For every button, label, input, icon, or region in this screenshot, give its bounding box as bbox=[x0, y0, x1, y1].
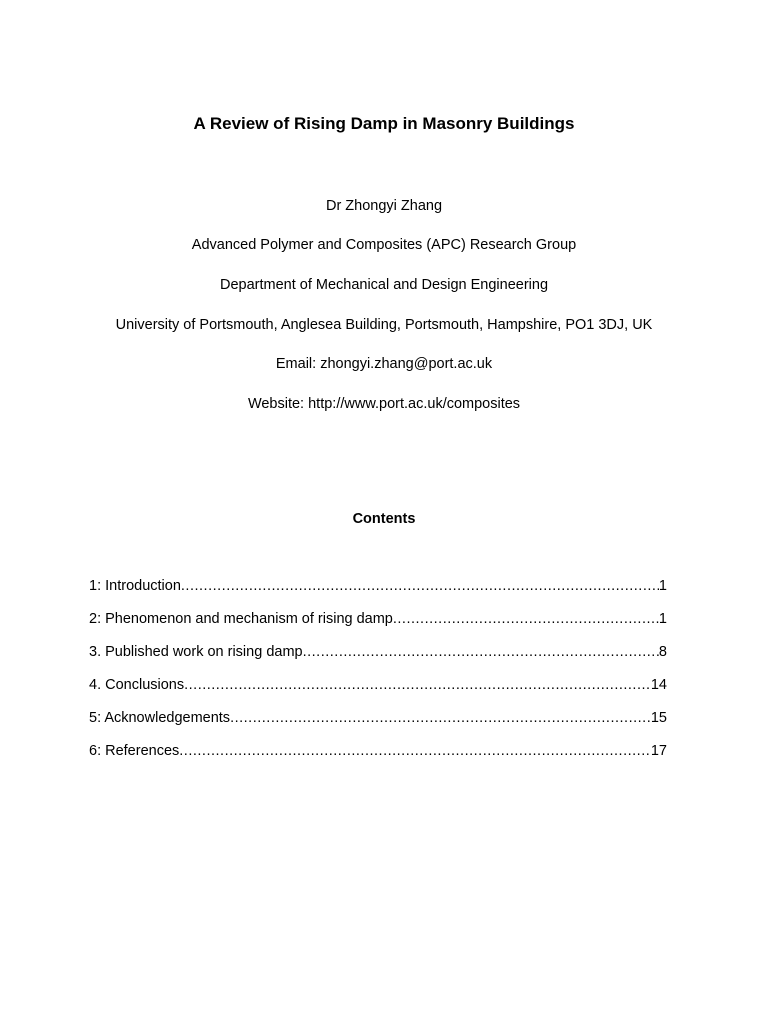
toc-leader-dots bbox=[303, 643, 659, 661]
toc-entry-conclusions bbox=[89, 676, 667, 694]
toc-entry-phenomenon bbox=[89, 610, 667, 628]
toc-entry-acknowledgements bbox=[89, 709, 667, 727]
website: Website: http://www.port.ac.uk/composites bbox=[247, 396, 521, 412]
toc-entry-label: 6: References bbox=[89, 743, 180, 759]
toc-entry-page: 1 bbox=[658, 578, 667, 594]
author-name: Dr Zhongyi Zhang bbox=[325, 198, 443, 214]
research-group: Advanced Polymer and Composites (APC) Research Group bbox=[191, 237, 577, 253]
email: Email: zhongyi.zhang@port.ac.uk bbox=[275, 356, 493, 372]
toc-entry-page: 17 bbox=[650, 743, 667, 759]
contents-heading: Contents bbox=[352, 511, 416, 527]
toc-entry-page: 1 bbox=[658, 611, 667, 627]
toc-entry-label: 3. Published work on rising damp bbox=[89, 644, 303, 660]
toc-leader-dots bbox=[181, 577, 659, 595]
toc-leader-dots bbox=[393, 610, 659, 628]
toc-entry-page: 8 bbox=[658, 644, 667, 660]
toc-leader-dots bbox=[230, 709, 651, 727]
toc-entry-references bbox=[89, 742, 667, 760]
address: University of Portsmouth, Anglesea Building, Portsmouth, Hampshire, PO1 3DJ, UK bbox=[115, 317, 653, 333]
toc-entry-label: 5: Acknowledgements bbox=[89, 710, 231, 726]
toc-entry-page: 14 bbox=[650, 677, 667, 693]
toc-entry-published-work bbox=[89, 643, 667, 661]
toc-leader-dots bbox=[179, 742, 651, 760]
toc-entry-label: 1: Introduction bbox=[89, 578, 181, 594]
document-title: A Review of Rising Damp in Masonry Buildings bbox=[193, 114, 575, 133]
toc-entry-page: 15 bbox=[650, 710, 667, 726]
department: Department of Mechanical and Design Engineering bbox=[219, 277, 549, 293]
toc-entry-label: 2: Phenomenon and mechanism of rising damp bbox=[89, 611, 393, 627]
toc-entry-introduction bbox=[89, 577, 667, 595]
toc-entry-label: 4. Conclusions bbox=[89, 677, 185, 693]
toc-leader-dots bbox=[184, 676, 651, 694]
